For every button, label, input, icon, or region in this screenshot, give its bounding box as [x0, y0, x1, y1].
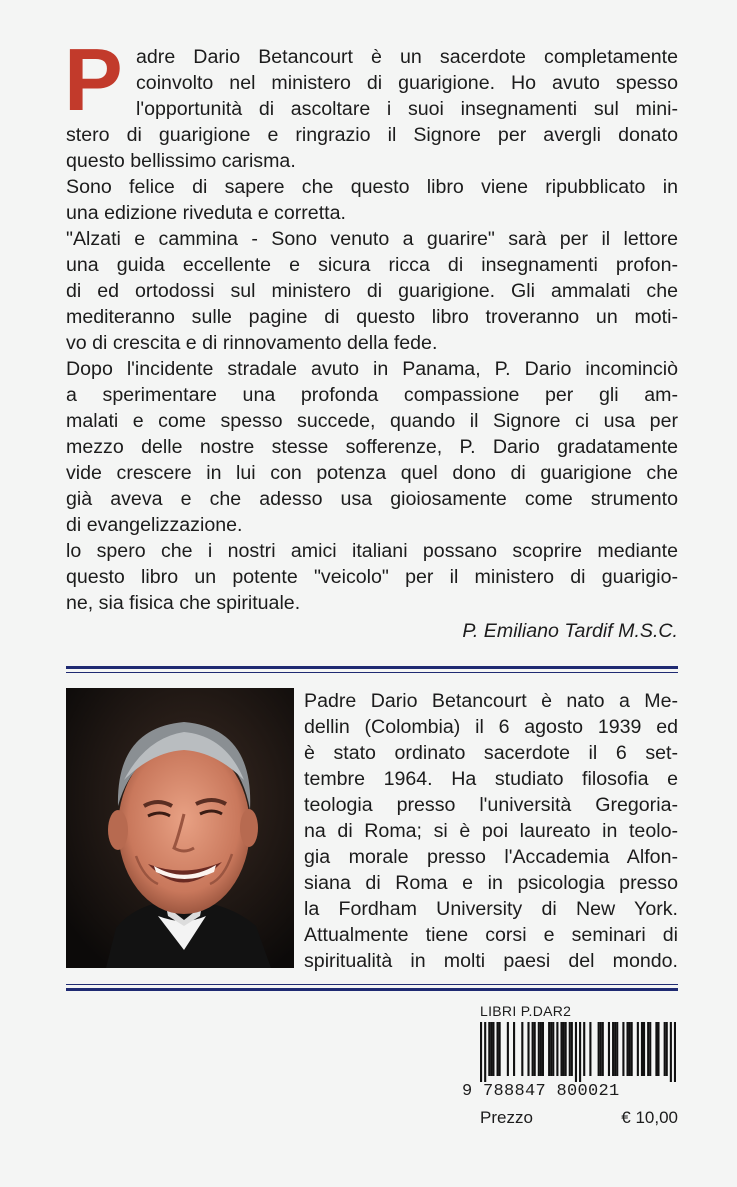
preface-line: una guida eccellente e sicura ricca di insegnamenti profon- [66, 254, 678, 276]
preface-line: Dopo l'incidente stradale avuto in Panama, P. Dario incominciò [66, 358, 678, 380]
barcode-bar [556, 1022, 558, 1076]
preface-line: stero di guarigione e ringrazio il Signore per avergli donato [66, 124, 678, 146]
barcode-bar [637, 1022, 639, 1076]
divider-bottom-thick [66, 988, 678, 991]
barcode-bar [608, 1022, 610, 1076]
divider-bottom-thin [66, 984, 678, 985]
preface-line: mediteranno sulle pagine di questo libro troveranno un moti- [66, 306, 678, 328]
barcode-bar [614, 1022, 616, 1076]
preface-line: questo libro un potente "veicolo" per il ministero di guarigio- [66, 566, 678, 588]
barcode-bar [647, 1022, 649, 1076]
price-value: € 10,00 [621, 1108, 678, 1127]
bio-line: Attualmente tiene corsi e seminari di [304, 924, 678, 946]
barcode-bar [565, 1022, 567, 1076]
barcode-bar [612, 1022, 614, 1076]
preface-line: "Alzati e cammina - Sono venuto a guarire" sarà per il lettore [66, 228, 678, 250]
barcode-bar [589, 1022, 591, 1076]
preface-line: vo di crescita e di rinnovamento della fede. [66, 332, 438, 354]
barcode-bar [538, 1022, 540, 1076]
bio-line: teologia presso l'università Gregoria- [304, 794, 678, 816]
barcode-bar [499, 1022, 501, 1076]
barcode-bar [542, 1022, 544, 1076]
barcode-bar [666, 1022, 668, 1076]
bio-line: siana di Roma e in psicologia presso [304, 872, 678, 894]
preface-line: lo spero che i nostri amici italiani possano scoprire mediante [66, 540, 678, 562]
catalog-code: LIBRI P.DAR2 [480, 1003, 572, 1019]
preface-line: l'opportunità di ascoltare i suoi insegnamenti sul mini- [136, 98, 678, 120]
divider-top-thick [66, 666, 678, 669]
price-label: Prezzo [480, 1108, 533, 1127]
barcode-bar [490, 1022, 492, 1076]
preface-line: a sperimentare una profonda compassione per gli am- [66, 384, 678, 406]
barcode-bar [480, 1022, 482, 1082]
barcode-bar [643, 1022, 645, 1076]
barcode-bar [532, 1022, 534, 1076]
barcode-bar [540, 1022, 542, 1076]
barcode-bar [649, 1022, 651, 1076]
barcode-bar [575, 1022, 577, 1082]
bio-line: dellin (Colombia) il 6 agosto 1939 ed [304, 716, 678, 738]
preface-signature: P. Emiliano Tardif M.S.C. [462, 620, 678, 642]
barcode-bar [550, 1022, 552, 1076]
barcode-bar [600, 1022, 602, 1076]
barcode-bar [664, 1022, 666, 1076]
barcode-bar [571, 1022, 573, 1076]
barcode-bar [521, 1022, 523, 1076]
drop-cap: P [64, 30, 123, 129]
barcode-bar [616, 1022, 618, 1076]
preface-line: Sono felice di sapere che questo libro viene ripubblicato in [66, 176, 678, 198]
barcode-bar [579, 1022, 581, 1082]
barcode-bar [641, 1022, 643, 1076]
barcode-bar [534, 1022, 536, 1076]
bio-line: tembre 1964. Ha studiato filosofia e [304, 768, 678, 790]
preface-line: ne, sia fisica che spirituale. [66, 592, 301, 614]
barcode-bar [674, 1022, 676, 1082]
barcode-bar [548, 1022, 550, 1076]
divider-top-thin [66, 672, 678, 673]
barcode-bar [497, 1022, 499, 1076]
barcode-bar [492, 1022, 494, 1076]
barcode-bar [670, 1022, 672, 1082]
preface-line: adre Dario Betancourt è un sacerdote completamente [136, 46, 678, 68]
barcode-bar [657, 1022, 659, 1076]
barcode-bar [629, 1022, 631, 1076]
bio-line: Padre Dario Betancourt è nato a Me- [304, 690, 678, 712]
barcode-bar [583, 1022, 585, 1076]
preface-line: questo bellissimo carisma. [66, 150, 296, 172]
barcode [480, 1022, 676, 1082]
barcode-bar [552, 1022, 554, 1076]
barcode-bar [602, 1022, 604, 1076]
barcode-bar [527, 1022, 529, 1076]
preface-line: malati e come spesso succede, quando il Signore ci usa per [66, 410, 678, 432]
barcode-bar [513, 1022, 515, 1076]
author-photo [66, 688, 294, 968]
bio-line: è stato ordinato sacerdote il 6 set- [304, 742, 678, 764]
bio-line: gia morale presso l'Accademia Alfon- [304, 846, 678, 868]
barcode-bar [569, 1022, 571, 1076]
preface-line: di ed ortodossi sul ministero di guarigione. Gli ammalati che [66, 280, 678, 302]
author-portrait-illustration [66, 688, 294, 968]
barcode-bar [560, 1022, 562, 1076]
barcode-bar [655, 1022, 657, 1076]
preface-line: una edizione riveduta e corretta. [66, 202, 346, 224]
preface-line: mezzo delle nostre stesse sofferenze, P. Dario gradatamente [66, 436, 678, 458]
preface-line: coinvolto nel ministero di guarigione. Ho avuto spesso [136, 72, 678, 94]
bio-line: la Fordham University di New York. [304, 898, 678, 920]
barcode-bar [631, 1022, 633, 1076]
barcode-bar [488, 1022, 490, 1076]
preface-line: di evangelizzazione. [66, 514, 243, 536]
bio-line: spiritualità in molti paesi del mondo. [304, 950, 678, 972]
barcode-bar [484, 1022, 486, 1082]
barcode-bar [507, 1022, 509, 1076]
preface-line: già aveva e che adesso usa gioiosamente come strumento [66, 488, 678, 510]
preface-line: vide crescere in lui con potenza quel dono di guarigione che [66, 462, 678, 484]
barcode-bar [563, 1022, 565, 1076]
bio-line: na di Roma; si è poi laureato in teolo- [304, 820, 678, 842]
barcode-bar [622, 1022, 624, 1076]
barcode-bar [626, 1022, 628, 1076]
barcode-bar [598, 1022, 600, 1076]
isbn-number: 9 788847 800021 [462, 1082, 620, 1101]
